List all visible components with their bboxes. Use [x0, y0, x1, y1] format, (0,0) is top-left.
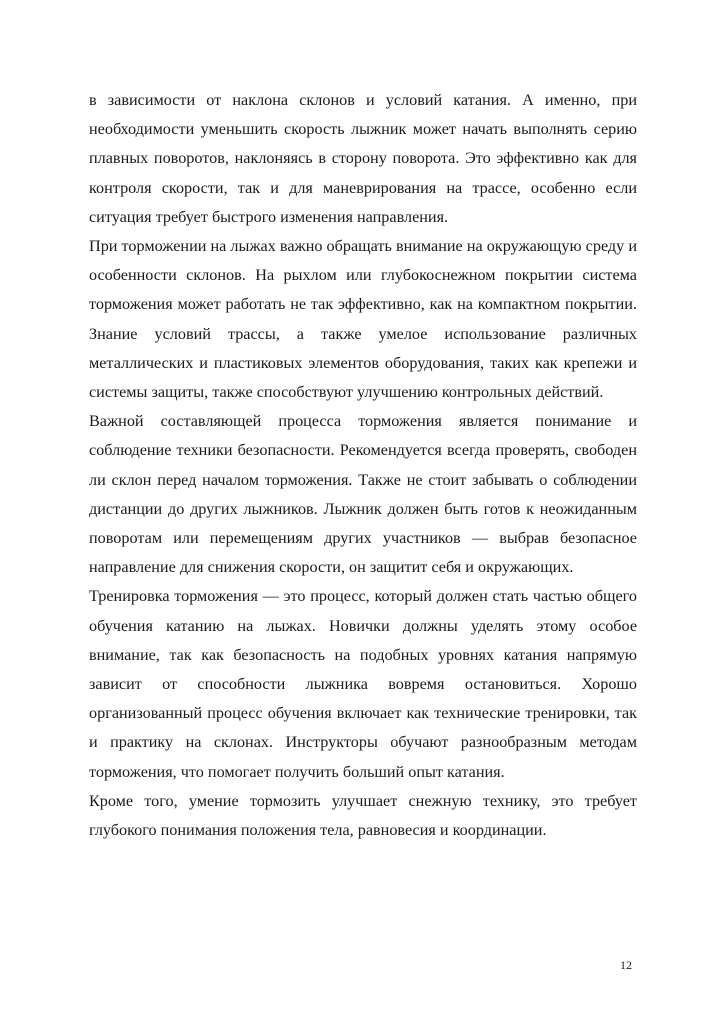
paragraph-1: в зависимости от наклона склонов и условий катания. А именно, при необходимости уменьшить скорость лыжник может начать выполнять серию плавных поворотов, наклоняясь в сторону поворота. Это эффективно как для контроля скорости, так и для маневрирования на трассе, особенно если ситуация требует быстрого изменения направления.: [89, 91, 637, 226]
body-text: [89, 86, 637, 845]
paragraph-5: Кроме того, умение тормозить улучшает снежную технику, это требует глубокого понимания положения тела, равновесия и координации.: [89, 791, 637, 840]
paragraph-2: При торможении на лыжах важно обращать внимание на окружающую среду и особенности склонов. На рыхлом или глубокоснежном покрытии система торможения может работать не так эффективно, как на компактном покрытии. Знание условий трассы, а также умелое использование различных металлических и пластиковых элементов оборудования, таких как крепежи и системы защиты, также способствуют улучшению контрольных действий.: [89, 237, 637, 402]
page-number: 12: [620, 958, 632, 972]
paragraph-4: Тренировка торможения — это процесс, который должен стать частью общего обучения катанию на лыжах. Новички должны уделять этому особое внимание, так как безопасность на подобных уровнях катания напрямую зависит от способности лыжника вовремя остановиться. Хорошо организованный процесс обучения включает как технические тренировки, так и практику на склонах. Инструкторы обучают разнообразным методам торможения, что помогает получить больший опыт катания.: [89, 587, 637, 781]
paragraph-3: Важной составляющей процесса торможения является понимание и соблюдение техники безопасности. Рекомендуется всегда проверять, свободен ли склон перед началом торможения. Также не стоит забывать о соблюдении дистанции до других лыжников. Лыжник должен быть готов к неожиданным поворотам или перемещениям других участников — выбрав безопасное направление для снижения скорости, он защитит себя и окружающих.: [89, 412, 637, 577]
